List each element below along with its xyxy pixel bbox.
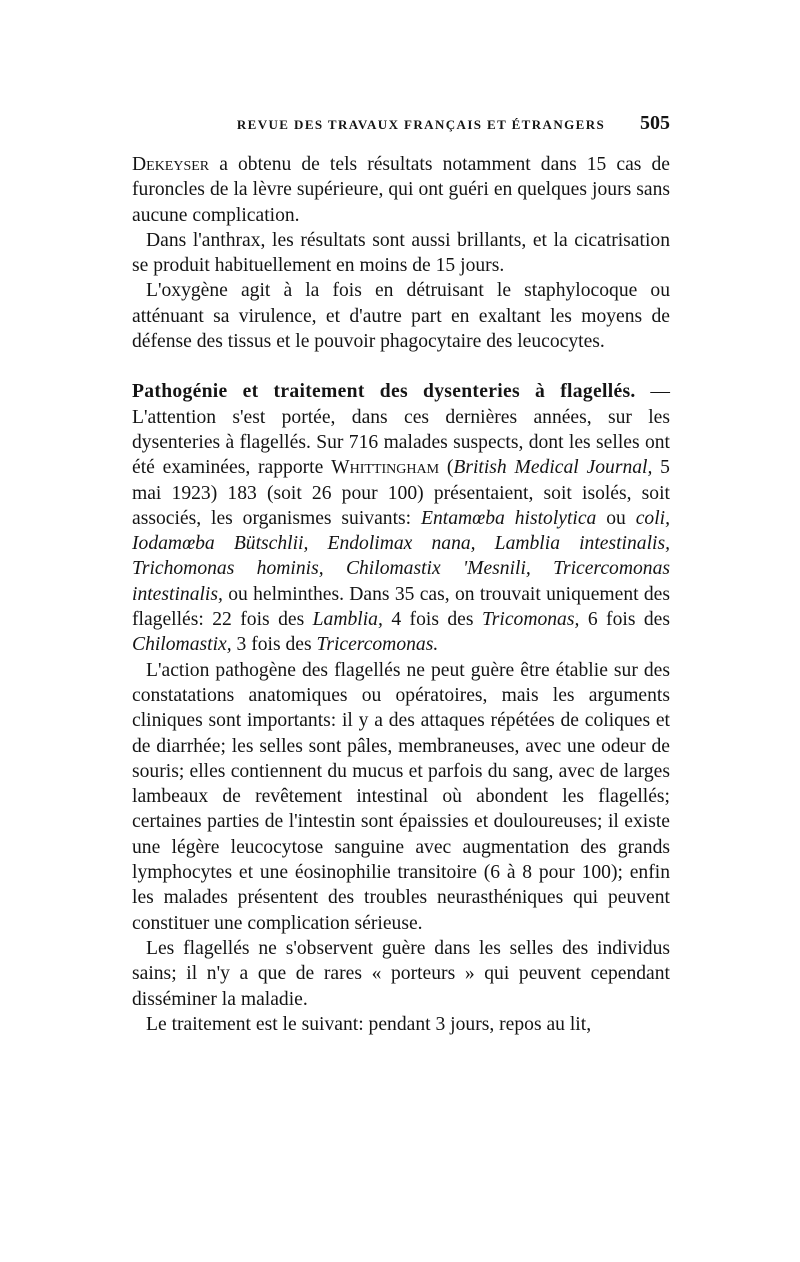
author-name: Dekeyser [132,154,210,175]
section-title: Pathogénie et traitement des dysenteries à flagellés. [132,381,636,403]
organism-name: Tricomonas, [481,609,580,631]
organism-name: Tricercomonas. [316,634,439,656]
book-page [132,112,670,1037]
section-text: — L'attention s'est portée, dans ces dernières années, sur les dysenteries à flagellés. Sur 716 malades suspects, dont les selles ont été examinées, rapporte [132,381,670,479]
section-text: ou helminthes. Dans 35 cas, on trouvait uniquement des flagellés: 22 fois des [132,583,670,631]
paragraph-dekeyser [132,152,670,228]
organism-name: Lamblia, [312,609,383,631]
section-text: ( [439,457,454,479]
section-text: 6 fois des [579,609,670,631]
page-number: 505 [640,112,670,134]
section-text: 4 fois des [382,609,482,631]
paragraph-anthrax: Dans l'anthrax, les résultats sont aussi brillants, et la cicatrisation se produit habituellement en moins de 15 jours. [132,229,670,277]
organism-name: Entamœba histolytica [421,507,597,529]
paragraph-flagellates [132,379,670,657]
running-title: REVUE DES TRAVAUX FRANÇAIS ET ÉTRANGERS [236,117,606,132]
paragraph-treatment: Le traitement est le suivant: pendant 3 jours, repos au lit, [146,1013,592,1035]
running-head [132,112,670,152]
journal-title: British Medical Journal, [453,457,653,479]
body-text [132,152,670,1037]
organism-name: Chilomastix, [132,634,232,656]
paragraph-text: a obtenu de tels résultats notamment dans 15 cas de furoncles de la lèvre supérieure, qui ont guéri en quelques jours sans aucune complication. [132,154,670,226]
section-text: 3 fois des [231,634,317,656]
organism-list: coli, Iodamœba Bütschlii, Endolimax nana, Lamblia intestinalis, Trichomonas hominis, Chilomastix 'Mesnili, Tricercomonas intestinalis, [132,507,670,605]
section-text: 5 mai 1923) 183 (soit 26 pour 100) présentaient, soit isolés, soit associés, les organismes suivants: [132,457,670,529]
paragraph-oxygen: L'oxygène agit à la fois en détruisant le staphylocoque ou atténuant sa virulence, et d'autre part en exaltant les moyens de défense des tissus et le pouvoir phagocytaire des leucocytes. [132,280,670,353]
paragraph-pathogenic-action: L'action pathogène des flagellés ne peut guère être établie sur des constatations anatomiques ou opératoires, mais les arguments cliniques sont importants: il y a des attaques répétées de coliques et de diarrhée; les selles sont pâles, membraneuses, avec une odeur de souris; elles contiennent du mucus et parfois du sang, avec de larges lambeaux de revêtement intestinal où abondent les flagellés; certaines parties de l'intestin sont épaissies et douloureuses; il existe une légère leucocytose sanguine avec augmentation des grands lymphocytes et une éosinophilie transitoire (6 à 8 pour 100); enfin les malades présentent des troubles neurasthéniques qui peuvent constituer une complication sérieuse. [132,659,670,934]
author-name: Whittingham [331,457,440,479]
paragraph-carriers: Les flagellés ne s'observent guère dans les selles des individus sains; il n'y a que de rares « porteurs » qui peuvent cependant disséminer la maladie. [132,937,670,1010]
section-text: ou [596,507,636,529]
